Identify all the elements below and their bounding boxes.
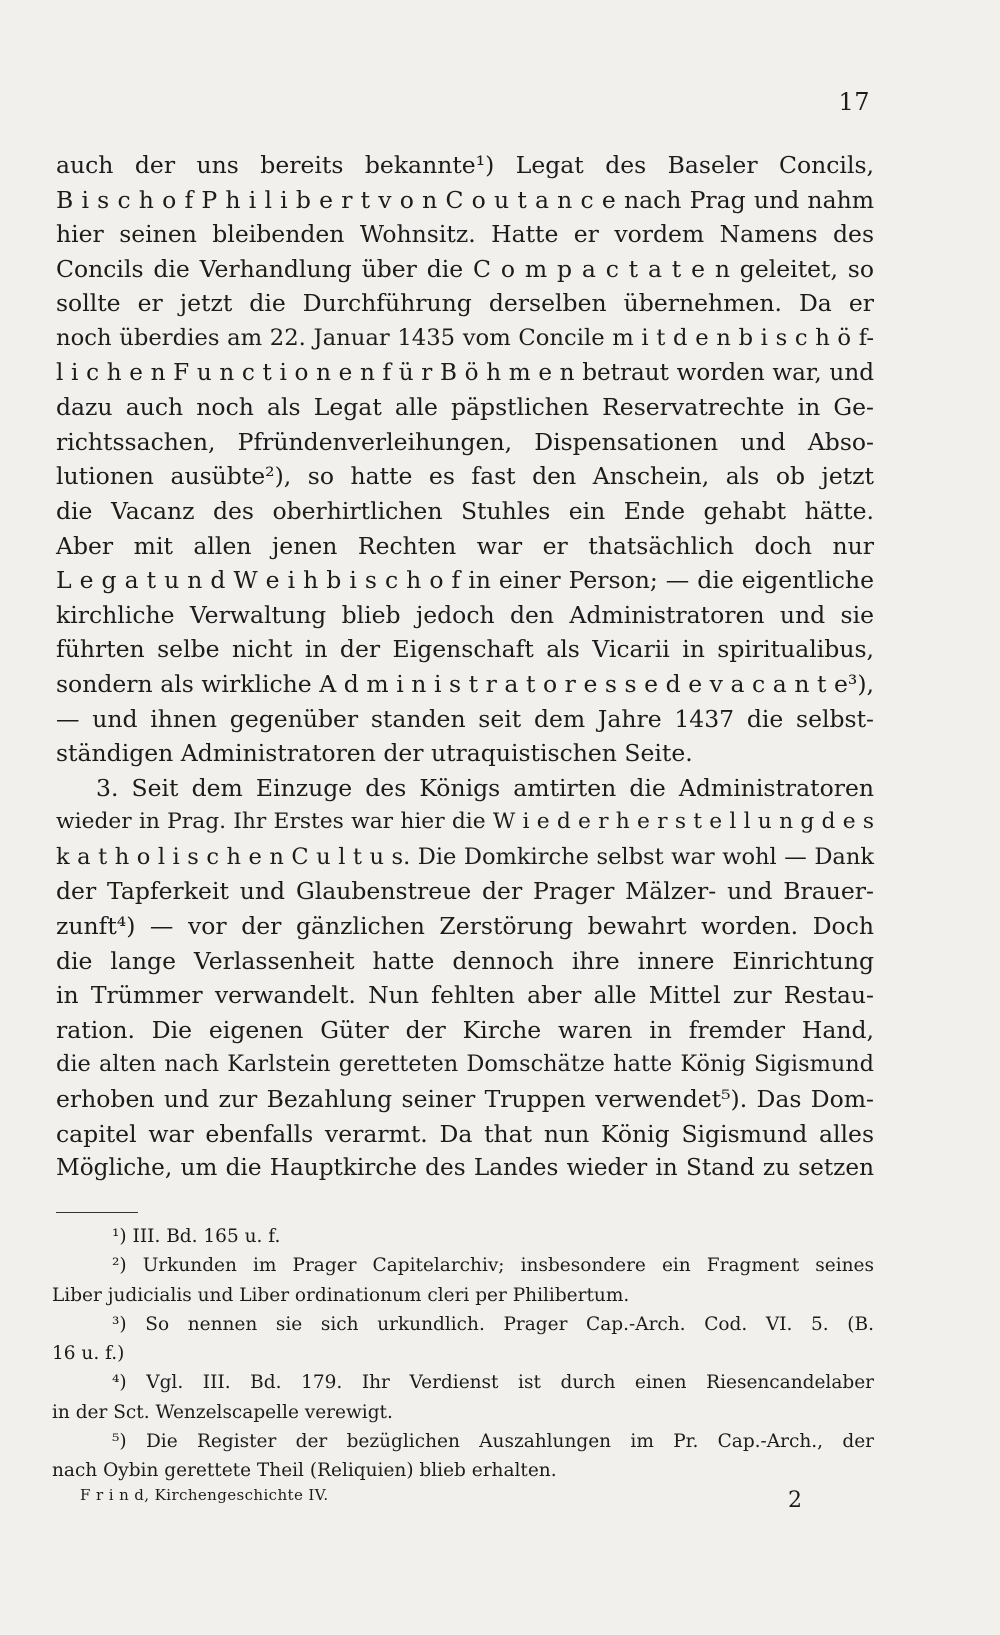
text-line: B i s c h o f P h i l i b e r t v o n C o u t a n c e nach Prag und nahm bbox=[56, 185, 874, 214]
main-text bbox=[56, 148, 874, 1186]
text-line: sondern als wirkliche A d m i n i s t r a t o r e s s e d e v a c a n t e³), bbox=[56, 669, 874, 698]
text-line: Aber mit allen jenen Rechten war er thatsächlich doch nur bbox=[56, 531, 874, 560]
text-line: auch der uns bereits bekannte¹) Legat des Baseler Concils, bbox=[56, 151, 874, 179]
footnote-line: 16 u. f.) bbox=[52, 1343, 125, 1365]
text-line: Mögliche, um die Hauptkirche des Landes wieder in Stand zu setzen bbox=[56, 1154, 874, 1182]
text-line: ständigen Administratoren der utraquistischen Seite. bbox=[56, 739, 693, 768]
text-line: die Vacanz des oberhirtlichen Stuhles ein Ende gehabt hätte. bbox=[56, 496, 874, 525]
text-line: lutionen ausübte²), so hatte es fast den Anschein, als ob jetzt bbox=[56, 462, 874, 491]
text-line: hier seinen bleibenden Wohnsitz. Hatte er vordem Namens des bbox=[56, 220, 874, 249]
text-line: zunft⁴) — vor der gänzlichen Zerstörung bewahrt worden. Doch bbox=[56, 912, 874, 941]
text-line: — und ihnen gegenüber standen seit dem Jahre 1437 die selbst- bbox=[56, 704, 874, 733]
text-line: der Tapferkeit und Glaubenstreue der Prager Mälzer- und Brauer- bbox=[56, 877, 874, 906]
text-line: k a t h o l i s c h e n C u l t u s. Die Domkirche selbst war wohl — Dank bbox=[56, 843, 874, 870]
footnote-line: ³) So nennen sie sich urkundlich. Prager Cap.-Arch. Cod. VI. 5. (B. bbox=[112, 1313, 874, 1335]
text-line: richtssachen, Pfründenverleihungen, Dispensationen und Abso- bbox=[56, 427, 874, 456]
text-line: führten selbe nicht in der Eigenschaft als Vicarii in spiritualibus, bbox=[56, 635, 874, 664]
signature-line: F r i n d, Kirchengeschichte IV. bbox=[80, 1486, 329, 1504]
text-line: wieder in Prag. Ihr Erstes war hier die W i e d e r h e r s t e l l u n g d e s bbox=[56, 809, 874, 835]
footnote-line: ¹) III. Bd. 165 u. f. bbox=[112, 1226, 281, 1247]
text-line: die lange Verlassenheit hatte dennoch ihre innere Einrichtung bbox=[56, 946, 874, 975]
sheet-number: 2 bbox=[788, 1488, 802, 1513]
footnotes bbox=[52, 1222, 874, 1486]
footnote-line: ²) Urkunden im Prager Capitelarchiv; insbesondere ein Fragment seines bbox=[112, 1255, 874, 1277]
page-number: 17 bbox=[838, 88, 870, 116]
text-line: kirchliche Verwaltung blieb jedoch den Administratoren und sie bbox=[56, 600, 874, 629]
text-line: L e g a t u n d W e i h b i s c h o f in einer Person; — die eigentliche bbox=[56, 566, 874, 595]
text-line: ration. Die eigenen Güter der Kirche waren in fremder Hand, bbox=[56, 1015, 874, 1044]
text-line: erhoben und zur Bezahlung seiner Truppen verwendet⁵). Das Dom- bbox=[56, 1085, 874, 1114]
footnote-line: in der Sct. Wenzelscapelle verewigt. bbox=[52, 1401, 393, 1423]
text-line: 3. Seit dem Einzuge des Königs amtirten die Administratoren bbox=[96, 773, 874, 802]
footnote-line: Liber judicialis und Liber ordinationum cleri per Philibertum. bbox=[52, 1284, 630, 1306]
footnote-line: ⁴) Vgl. III. Bd. 179. Ihr Verdienst ist durch einen Riesencandelaber bbox=[112, 1372, 874, 1394]
footnote-divider bbox=[56, 1212, 138, 1213]
text-line: sollte er jetzt die Durchführung derselben übernehmen. Da er bbox=[56, 289, 874, 318]
text-line: in Trümmer verwandelt. Nun fehlten aber alle Mittel zur Restau- bbox=[56, 981, 874, 1010]
footnote-line: ⁵) Die Register der bezüglichen Auszahlungen im Pr. Cap.-Arch., der bbox=[112, 1431, 874, 1453]
text-line: capitel war ebenfalls verarmt. Da that nun König Sigismund alles bbox=[56, 1119, 874, 1148]
text-line: die alten nach Karlstein geretteten Domschätze hatte König Sigismund bbox=[56, 1051, 874, 1078]
text-line: l i c h e n F u n c t i o n e n f ü r B ö h m e n betraut worden war, und bbox=[56, 359, 874, 386]
footnote-line: nach Oybin gerettete Theil (Reliquien) blieb erhalten. bbox=[52, 1460, 557, 1482]
text-line: Concils die Verhandlung über die C o m p a c t a t e n geleitet, so bbox=[56, 254, 874, 283]
text-line: dazu auch noch als Legat alle päpstlichen Reservatrechte in Ge- bbox=[56, 393, 874, 422]
text-line: noch überdies am 22. Januar 1435 vom Concile m i t d e n b i s c h ö f- bbox=[56, 324, 874, 351]
